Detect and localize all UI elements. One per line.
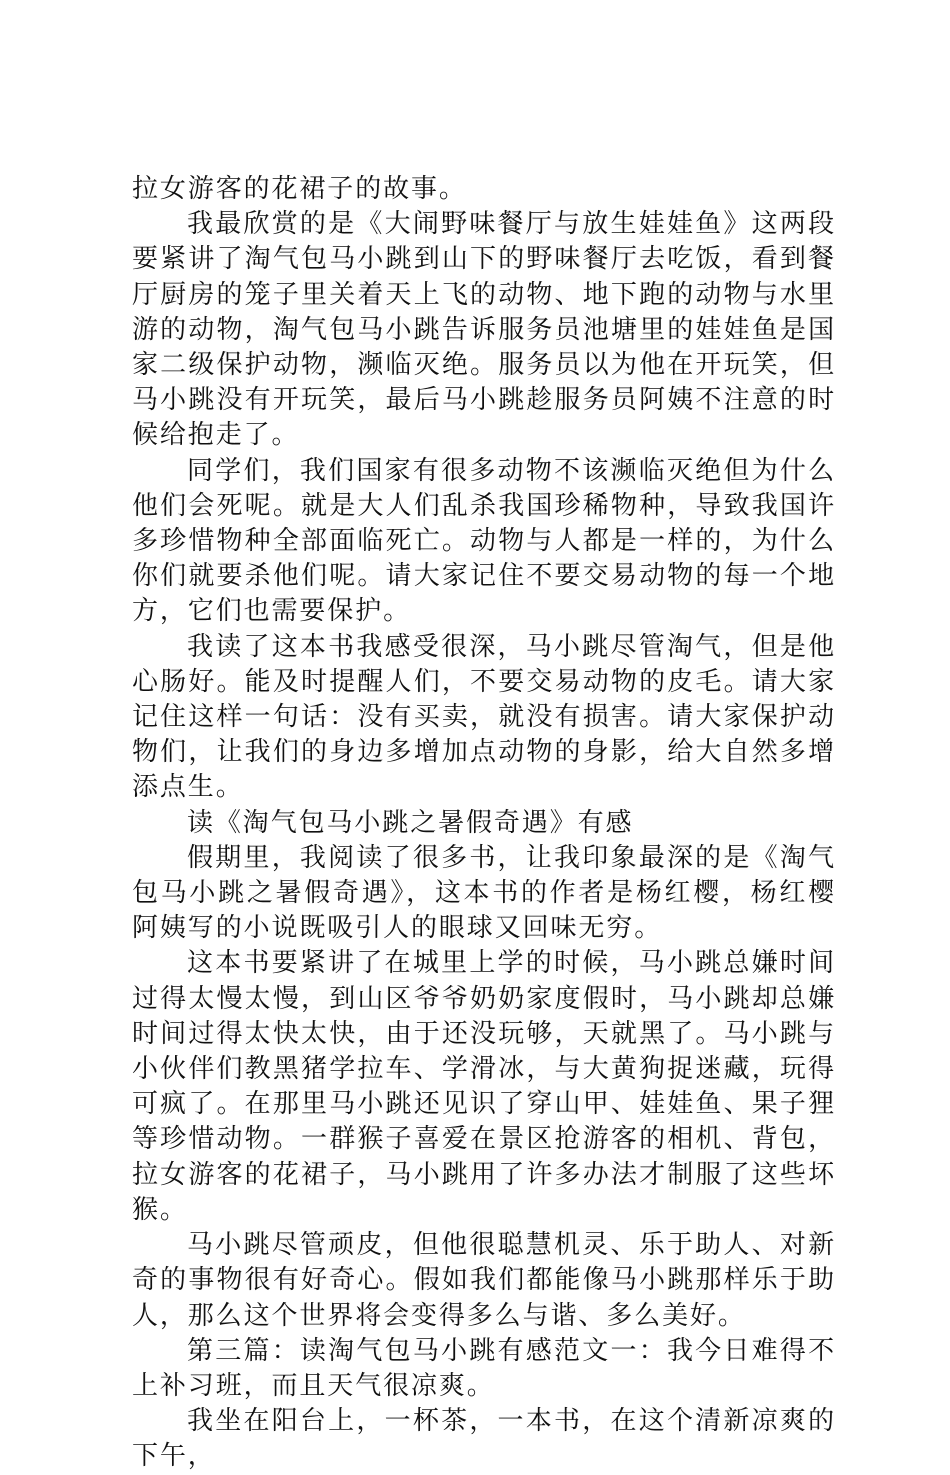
paragraph-5: 假期里，我阅读了很多书，让我印象最深的是《淘气包马小跳之暑假奇遇》，这本书的作者是杨红樱，杨红樱阿姨写的小说既吸引人的眼球又回味无穷。: [132, 842, 836, 944]
paragraph-9: 我坐在阳台上，一杯茶，一本书，在这个清新凉爽的下午，: [132, 1406, 836, 1472]
paragraph-8: 第三篇：读淘气包马小跳有感范文一：我今日难得不上补习班，而且天气很凉爽。: [132, 1335, 836, 1401]
paragraph-6: 这本书要紧讲了在城里上学的时候，马小跳总嫌时间过得太慢太慢，到山区爷爷奶奶家度假时，马小跳却总嫌时间过得太快太快，由于还没玩够，天就黑了。马小跳与小伙伴们教黑猪学拉车、学滑冰，与大黄狗捉迷藏，玩得可疯了。在那里马小跳还见识了穿山甲、娃娃鱼、果子狸等珍惜动物。一群猴子喜爱在景区抢游客的相机、背包，拉女游客的花裙子，马小跳用了许多办法才制服了这些坏猴。: [132, 948, 836, 1225]
paragraph-2: 我最欣赏的是《大闹野味餐厅与放生娃娃鱼》这两段要紧讲了淘气包马小跳到山下的野味餐厅去吃饭，看到餐厅厨房的笼子里关着天上飞的动物、地下跑的动物与水里游的动物，淘气包马小跳告诉服务员池塘里的娃娃鱼是国家二级保护动物，濒临灭绝。服务员以为他在开玩笑，但马小跳没有开玩笑，最后马小跳趁服务员阿姨不注意的时候给抱走了。: [132, 209, 836, 451]
section-heading: 读《淘气包马小跳之暑假奇遇》有感: [187, 807, 634, 838]
paragraph-1: 拉女游客的花裙子的故事。: [132, 174, 467, 204]
paragraph-7: 马小跳尽管顽皮，但他很聪慧机灵、乐于助人、对新奇的事物很有好奇心。假如我们都能像马小跳那样乐于助人，那么这个世界将会变得多么与谐、多么美好。: [132, 1230, 836, 1331]
paragraph-4: 我读了这本书我感受很深，马小跳尽管淘气，但是他心肠好。能及时提醒人们，不要交易动物的皮毛。请大家记住这样一句话：没有买卖，就没有损害。请大家保护动物们，让我们的身边多增加点动物的身影，给大自然多增添点生。: [132, 631, 836, 803]
document-body: [132, 172, 836, 1475]
paragraph-3: 同学们，我们国家有很多动物不该濒临灭绝但为什么他们会死呢。就是大人们乱杀我国珍稀物种，导致我国许多珍惜物种全部面临死亡。动物与人都是一样的，为什么你们就要杀他们呢。请大家记住不要交易动物的每一个地方，它们也需要保护。: [132, 455, 836, 627]
